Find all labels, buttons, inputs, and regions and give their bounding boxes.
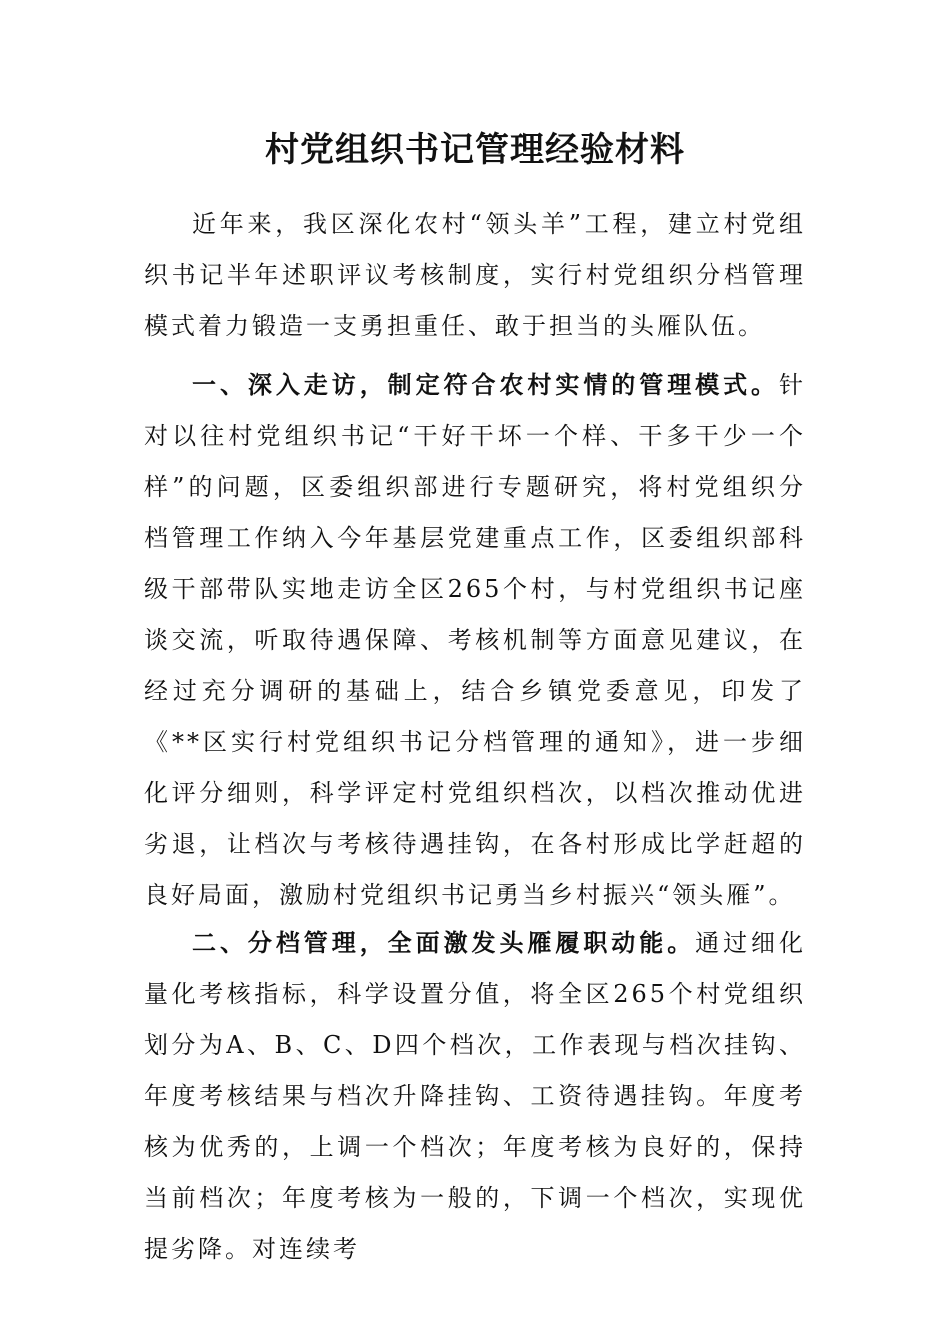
document-title: 村党组织书记管理经验材料 bbox=[265, 130, 685, 170]
section-heading-2: 二、分档管理，全面激发头雁履职动能。 bbox=[192, 928, 696, 957]
section-body-2: 通过细化量化考核指标，科学设置分值，将全区265个村党组织划分为A、B、C、D四个档次，工作表现与档次挂钩、年度考核结果与档次升降挂钩、工资待遇挂钩。年度考核为优秀的，上调一个档次；年度考核为良好的，保持当前档次；年度考核为一般的，下调一个档次，实现优提劣降。对连续考 bbox=[144, 929, 807, 1263]
intro-paragraph: 近年来，我区深化农村“领头羊”工程，建立村党组织书记半年述职评议考核制度，实行村党组织分档管理模式着力锻造一支勇担重任、敢于担当的头雁队伍。 bbox=[144, 210, 806, 340]
section-body-1: 针对以往村党组织书记“干好干坏一个样、干多干少一个样”的问题，区委组织部进行专题研究，将村党组织分档管理工作纳入今年基层党建重点工作，区委组织部科级干部带队实地走访全区265个村，与村党组织书记座谈交流，听取待遇保障、考核机制等方面意见建议，在经过充分调研的基础上，结合乡镇党委意见，印发了《**区实行村党组织书记分档管理的通知》，进一步细化评分细则，科学评定村党组织档次，以档次推动优进劣退，让档次与考核待遇挂钩，在各村形成比学赶超的良好局面，激励村党组织书记勇当乡村振兴“领头雁”。 bbox=[144, 371, 806, 909]
section-paragraph-1 bbox=[144, 359, 806, 921]
section-paragraph-2 bbox=[144, 917, 806, 1275]
section-heading-1: 一、深入走访，制定符合农村实情的管理模式。 bbox=[192, 370, 779, 399]
